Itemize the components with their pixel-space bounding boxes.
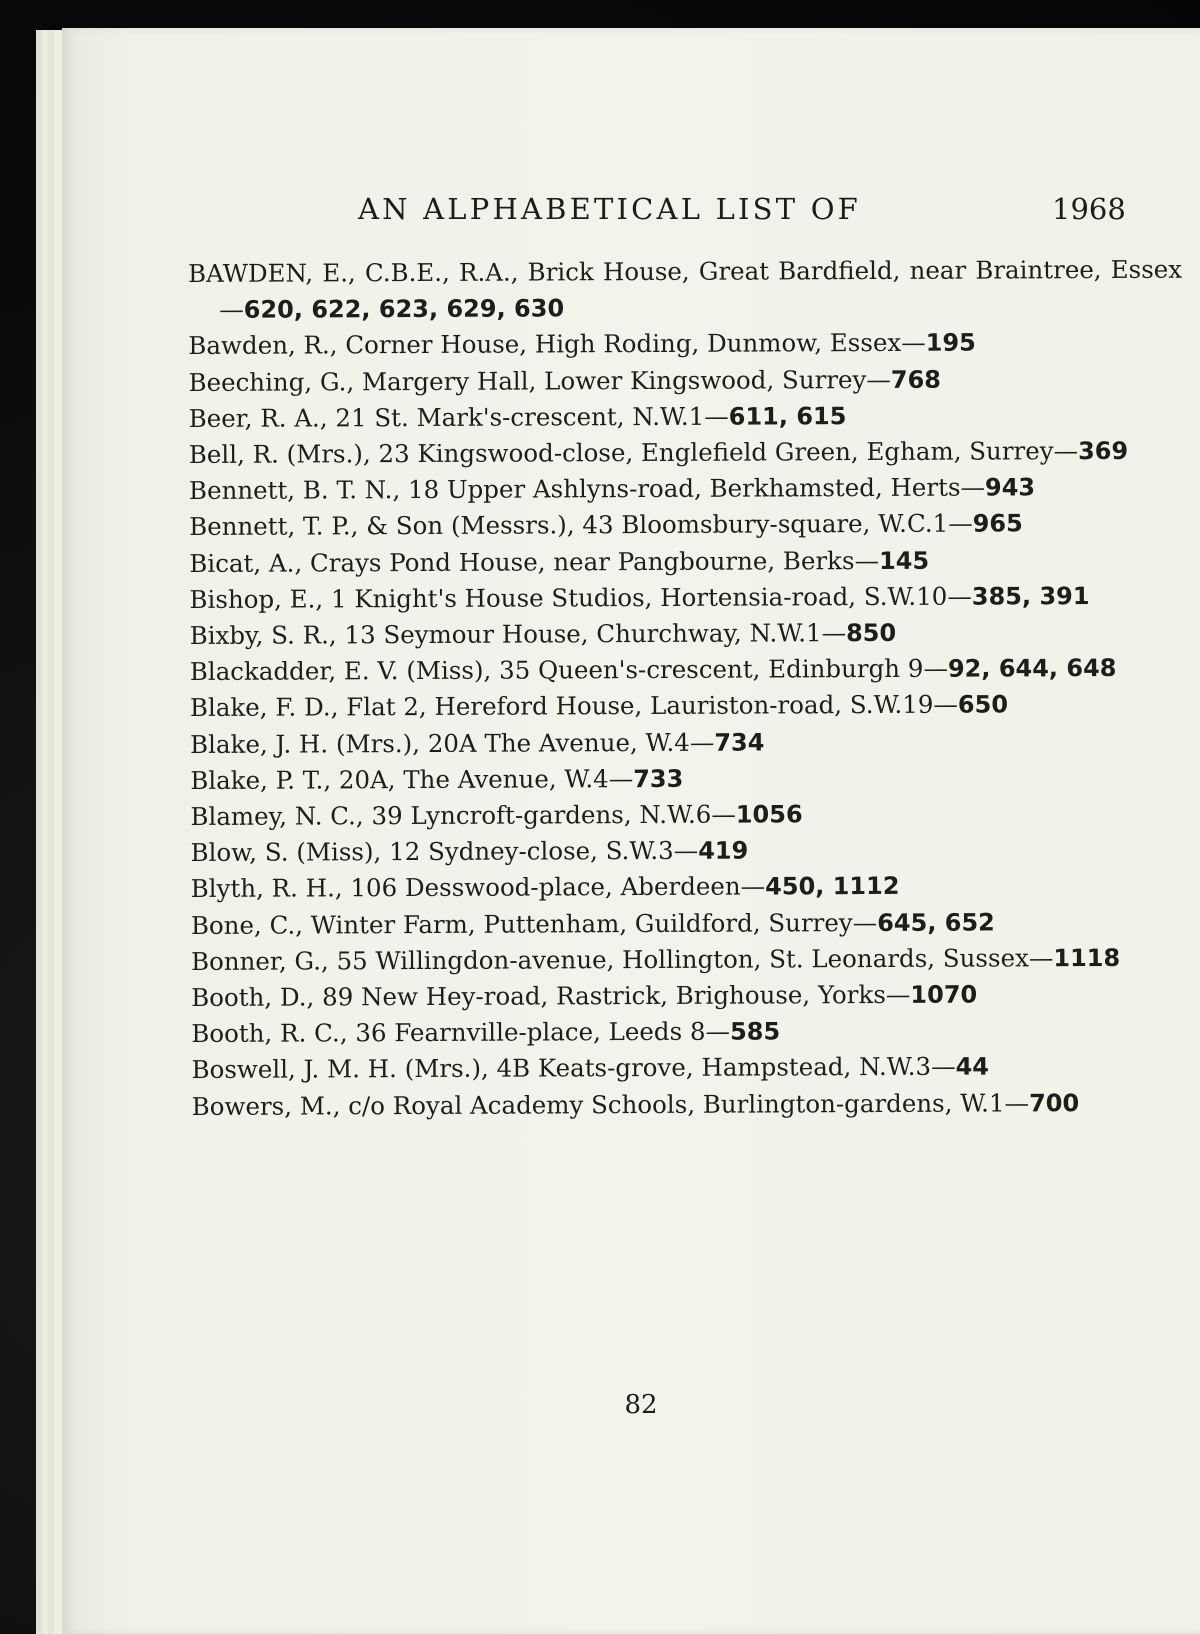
- entry-text: Blow, S. (Miss), 12 Sydney-close, S.W.3—: [190, 836, 699, 868]
- entry-text: BAWDEN, E., C.B.E., R.A., Brick House, Great Bardfield, near Braintree, Essex—: [188, 254, 1183, 325]
- list-entry: [190, 795, 1184, 836]
- list-entry: [188, 252, 1182, 329]
- entry-numbers: 450, 1112: [765, 872, 900, 901]
- entry-numbers: 620, 622, 623, 629, 630: [243, 294, 565, 324]
- entry-numbers: 650: [957, 690, 1009, 720]
- entry-numbers: 145: [878, 546, 930, 575]
- entry-numbers: 195: [925, 328, 976, 358]
- entry-list: [188, 252, 1186, 1125]
- list-entry: [191, 903, 1185, 944]
- entry-text: Bennett, T. P., & Son (Messrs.), 43 Bloomsbury-square, W.C.1—: [189, 509, 973, 542]
- entry-text: Blackadder, E. V. (Miss), 35 Queen's-crescent, Edinburgh 9—: [189, 653, 948, 687]
- entry-numbers: 369: [1078, 436, 1129, 466]
- entry-numbers: 965: [972, 509, 1023, 539]
- list-entry: [190, 650, 1184, 691]
- entry-text: Bawden, R., Corner House, High Roding, Dunmow, Essex—: [188, 328, 926, 361]
- entry-text: Boswell, J. M. H. (Mrs.), 4B Keats-grove, Hampstead, N.W.3—: [191, 1052, 956, 1085]
- entry-numbers: 92, 644, 648: [947, 654, 1117, 683]
- entry-text: Booth, R. C., 36 Fearnville-place, Leeds 8—: [191, 1016, 731, 1049]
- entry-text: Bennett, B. T. N., 18 Upper Ashlyns-road, Berkhamsted, Herts—: [188, 472, 986, 506]
- list-entry: [189, 505, 1183, 546]
- list-entry: [191, 867, 1185, 908]
- entry-text: Bell, R. (Mrs.), 23 Kingswood-close, Englefield Green, Egham, Surrey—: [188, 436, 1079, 470]
- entry-numbers: 611, 615: [728, 401, 847, 431]
- list-entry: [191, 1048, 1185, 1089]
- entry-numbers: 733: [633, 764, 684, 793]
- list-entry: [191, 976, 1185, 1017]
- entry-text: Bixby, S. R., 13 Seymour House, Churchway, N.W.1—: [189, 618, 847, 651]
- entry-numbers: 1070: [910, 980, 978, 1009]
- page-number: 82: [624, 1390, 658, 1420]
- list-entry: [190, 722, 1184, 763]
- entry-numbers: 943: [984, 473, 1036, 502]
- list-entry: [190, 614, 1184, 655]
- list-entry: [189, 541, 1183, 582]
- entry-numbers: 1118: [1053, 943, 1121, 973]
- entry-numbers: 419: [698, 836, 749, 866]
- list-entry: [191, 1012, 1185, 1053]
- entry-numbers: 385, 391: [971, 581, 1090, 611]
- entry-numbers: 768: [890, 365, 942, 394]
- entry-text: Beeching, G., Margery Hall, Lower Kingswood, Surrey—: [188, 364, 891, 397]
- book-page: [62, 28, 1200, 1634]
- list-entry: [190, 759, 1184, 800]
- entry-numbers: 585: [729, 1017, 781, 1046]
- entry-text: Bishop, E., 1 Knight's House Studios, Hortensia-road, S.W.10—: [189, 581, 972, 614]
- list-entry: [192, 1084, 1186, 1125]
- list-entry: [191, 831, 1185, 872]
- entry-text: Blake, F. D., Flat 2, Hereford House, Lauriston-road, S.W.19—: [189, 690, 958, 723]
- list-entry: [189, 433, 1183, 474]
- entry-numbers: 700: [1028, 1088, 1080, 1118]
- entry-text: Bowers, M., c/o Royal Academy Schools, Burlington-gardens, W.1—: [191, 1088, 1030, 1121]
- list-entry: [188, 360, 1182, 401]
- entry-text: Blyth, R. H., 106 Desswood-place, Aberdeen—: [190, 871, 766, 904]
- entry-text: Blamey, N. C., 39 Lyncroft-gardens, N.W.6—: [190, 799, 736, 832]
- entry-text: Bicat, A., Crays Pond House, near Pangbourne, Berks—: [189, 545, 880, 578]
- list-entry: [189, 469, 1183, 510]
- list-entry: [190, 686, 1184, 727]
- entry-text: Blake, J. H. (Mrs.), 20A The Avenue, W.4—: [190, 727, 715, 759]
- entry-numbers: 44: [955, 1052, 990, 1082]
- entry-numbers: 1056: [735, 800, 803, 829]
- entry-numbers: 850: [845, 618, 897, 648]
- entry-text: Beer, R. A., 21 St. Mark's-crescent, N.W.1—: [188, 401, 729, 433]
- entry-text: Bone, C., Winter Farm, Puttenham, Guildford, Surrey—: [190, 907, 878, 940]
- running-header: [62, 192, 1200, 232]
- list-entry: [189, 396, 1183, 437]
- list-entry: [188, 324, 1182, 365]
- entry-numbers: 645, 652: [877, 908, 995, 937]
- list-entry: [189, 577, 1183, 618]
- entry-text: Bonner, G., 55 Willingdon-avenue, Hollington, St. Leonards, Sussex—: [191, 943, 1054, 976]
- header-year: 1968: [1052, 192, 1126, 226]
- entry-text: Blake, P. T., 20A, The Avenue, W.4—: [190, 763, 634, 795]
- entry-numbers: 734: [714, 728, 765, 757]
- entry-text: Booth, D., 89 New Hey-road, Rastrick, Brighouse, Yorks—: [191, 979, 911, 1013]
- list-entry: [191, 940, 1185, 981]
- header-title: AN ALPHABETICAL LIST OF: [358, 192, 862, 226]
